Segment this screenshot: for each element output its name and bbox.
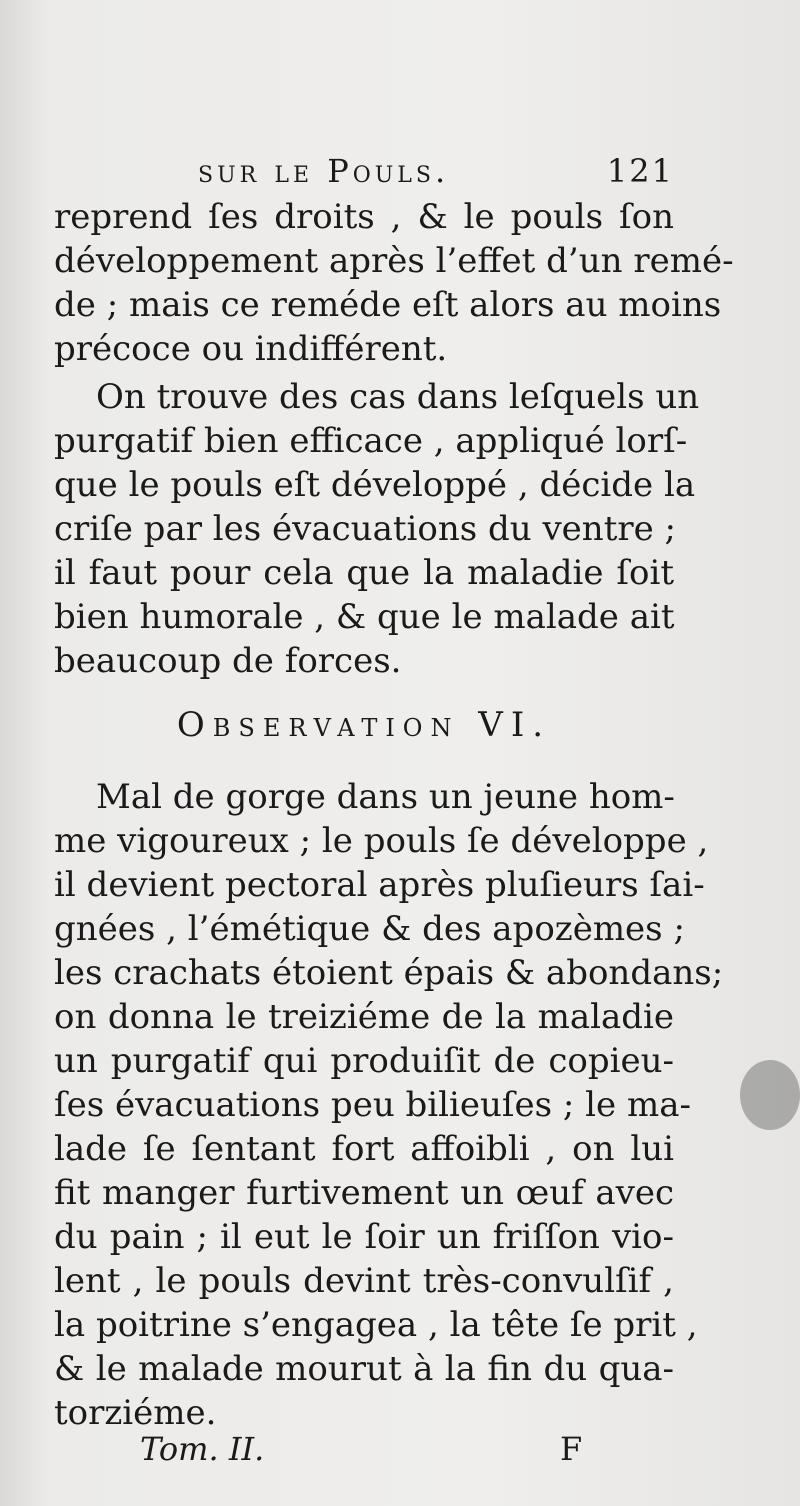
- text-line: ſes évacuations peu bilieuſes ; le ma-: [54, 1085, 691, 1125]
- text-line: les crachats étoient épais & abondans;: [54, 953, 724, 993]
- text-line: Mal de gorge dans un jeune hom-: [96, 777, 675, 817]
- text-line: beaucoup de forces.: [54, 641, 402, 681]
- text-line: & le malade mourut à la fin du qua-: [54, 1349, 674, 1389]
- ink-blot: [740, 1060, 800, 1130]
- text-line: criſe par les évacuations du ventre ;: [54, 509, 676, 549]
- text-line: torziéme.: [54, 1393, 217, 1433]
- text-line: développement après l’effet d’un remé-: [54, 241, 734, 281]
- text-line: il devient pectoral après pluſieurs ſai-: [54, 865, 705, 905]
- running-title: sur le Pouls.: [198, 152, 450, 190]
- text-line: On trouve des cas dans leſquels un: [96, 377, 700, 417]
- text-line: du pain ; il eut le ſoir un friſſon vio-: [54, 1217, 674, 1257]
- text-line: que le pouls eſt développé , décide la: [54, 465, 696, 505]
- text-line: un purgatif qui produiſit de copieu-: [54, 1041, 674, 1081]
- text-line: me vigoureux ; le pouls ſe développe ,: [54, 821, 709, 861]
- text-line: gnées , l’émétique & des apozèmes ;: [54, 909, 685, 949]
- text-line: purgatif bien efficace , appliqué lorſ-: [54, 421, 688, 461]
- signature-mark: Tom. II.: [140, 1430, 265, 1468]
- text-line: il faut pour cela que la maladie ſoit: [54, 553, 674, 593]
- text-line: lent , le pouls devint très-convulſif ,: [54, 1261, 674, 1301]
- observation-heading: Observation VI.: [176, 705, 552, 745]
- text-line: la poitrine s’engagea , la tête ſe prit ,: [54, 1305, 698, 1345]
- text-line: on donna le treiziéme de la maladie: [54, 997, 674, 1037]
- text-line: lade ſe ſentant fort affoibli , on lui: [54, 1129, 674, 1169]
- text-line: précoce ou indifférent.: [54, 329, 448, 369]
- text-line: reprend ſes droits , & le pouls ſon: [54, 197, 674, 237]
- gathering-mark: F: [560, 1430, 583, 1468]
- text-line: fit manger furtivement un œuf avec: [54, 1173, 674, 1213]
- running-header: [198, 152, 674, 198]
- text-line: de ; mais ce reméde eſt alors au moins: [54, 285, 722, 325]
- page-number: 121: [606, 152, 674, 190]
- text-line: bien humorale , & que le malade ait: [54, 597, 675, 637]
